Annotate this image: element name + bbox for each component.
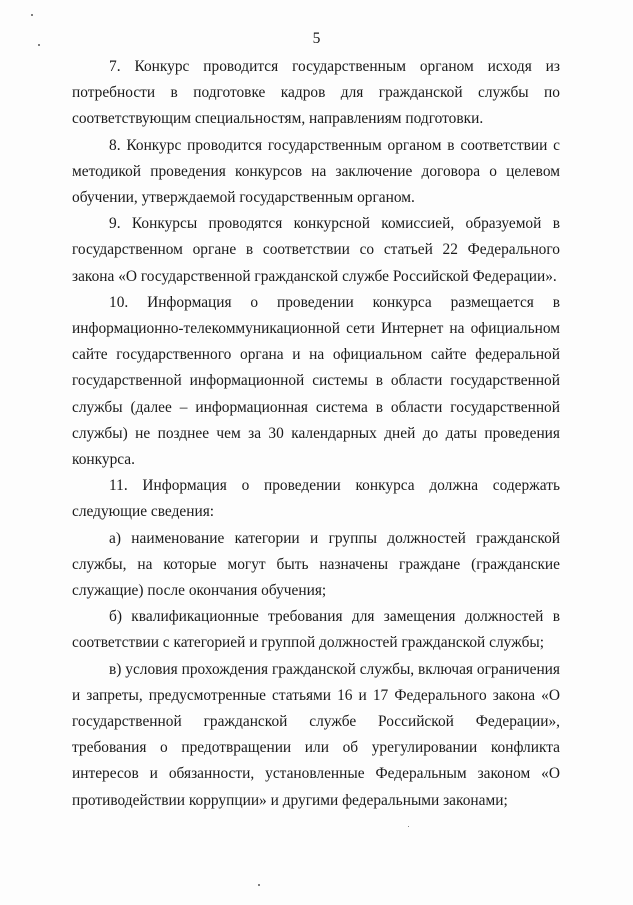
scan-speck (408, 826, 409, 827)
list-item-v: в) условия прохождения гражданской службы, включая ограничения и запреты, предусмотренные статьями 16 и 17 Федерального закона «О государственной гражданской службе Российской Федерации», требования о предотвращении или об урегулировании конфликта интересов и обязанности, установленные Федеральным законом «О противодействии коррупции» и другими федеральными законами; (72, 660, 560, 809)
paragraph-10: 10. Информация о проведении конкурса размещается в информационно-телекоммуникационной сети Интернет на официальном сайте государственного органа и на официальном сайте федеральной государственной информационной системы в области государственной службы (далее – информационная система в области государственной службы) не позднее чем за 30 календарных дней до даты проведения конкурса. (72, 293, 560, 469)
scan-speck (258, 884, 260, 886)
list-item-a: а) наименование категории и группы должностей гражданской службы, на которые могут быть назначены граждане (гражданские служащие) после окончания обучения; (72, 529, 560, 600)
document-body (72, 54, 560, 814)
list-item-b: б) квалификационные требования для замещения должностей в соответствии с категорией и группой должностей гражданской службы; (72, 608, 560, 652)
paragraph-8: 8. Конкурс проводится государственным органом в соответствии с методикой проведения конкурсов на заключение договора о целевом обучении, утверждаемой государственным органом. (72, 136, 560, 207)
scan-speck (38, 44, 40, 46)
paragraph-9: 9. Конкурсы проводятся конкурсной комиссией, образуемой в государственном органе в соответствии со статьей 22 Федерального закона «О государственной гражданской службе Российской Федерации». (72, 215, 560, 285)
paragraph-11: 11. Информация о проведении конкурса должна содержать следующие сведения: (72, 477, 560, 521)
paragraph-7: 7. Конкурс проводится государственным органом исходя из потребности в подготовке кадров для гражданской службы по соответствующим специальностям, направлениям подготовки. (72, 58, 560, 128)
scan-speck (31, 14, 33, 16)
page-number: 5 (312, 30, 321, 47)
